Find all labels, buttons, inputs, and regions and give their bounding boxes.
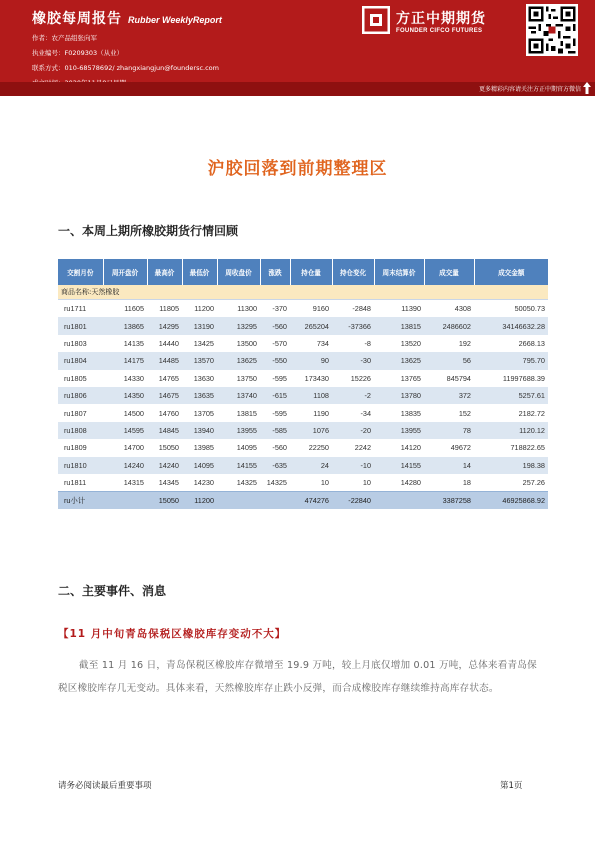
table-cell: 14155 [374,457,424,474]
col-header: 交割月份 [58,259,103,285]
arrow-up-icon [582,81,592,95]
page-number: 第1页 [500,781,523,791]
table-cell: 13955 [374,422,424,439]
col-header: 涨跌 [260,259,290,285]
table-row [58,335,548,352]
table-cell: 13940 [182,422,217,439]
table-cell: 13570 [182,352,217,369]
table-total-row [58,492,548,510]
table-row [58,370,548,387]
total-cell [260,492,290,510]
table-cell: -2 [332,387,374,404]
table-body [58,300,548,492]
table-cell: 795.70 [474,352,548,369]
table-cell: 14350 [103,387,147,404]
table-row [58,317,548,334]
table-cell: 14095 [217,439,260,456]
table-cell: 14155 [217,457,260,474]
table-cell: 14500 [103,404,147,421]
table-row [58,439,548,456]
table-cell: -37366 [332,317,374,334]
table-cell: 1190 [290,404,332,421]
table-cell: 14595 [103,422,147,439]
table-cell: 13815 [217,404,260,421]
total-cell [374,492,424,510]
table-cell: -585 [260,422,290,439]
table-cell: 18 [424,474,474,492]
table-cell: 78 [424,422,474,439]
table-cell: 24 [290,457,332,474]
table-cell: 14325 [217,474,260,492]
table-cell: 13190 [182,317,217,334]
table-cell: ru1803 [58,335,103,352]
table-cell: 2242 [332,439,374,456]
table-cell: 13955 [217,422,260,439]
table-cell: 13625 [217,352,260,369]
table-cell: 10 [290,474,332,492]
table-cell: 13865 [103,317,147,334]
table-cell: 11805 [147,300,182,318]
table-cell: 1108 [290,387,332,404]
table-cell: 5257.61 [474,387,548,404]
table-row [58,387,548,404]
table-cell: ru1805 [58,370,103,387]
table-cell: -550 [260,352,290,369]
table-cell: 50050.73 [474,300,548,318]
col-header: 成交金额 [474,259,548,285]
table-cell: 10 [332,474,374,492]
table-cell: 13635 [182,387,217,404]
qr-code-icon[interactable] [526,4,578,56]
table-cell: -34 [332,404,374,421]
table-cell: -370 [260,300,290,318]
table-cell: -20 [332,422,374,439]
company-logo[interactable] [362,6,512,40]
table-cell: 1076 [290,422,332,439]
table-cell: 14765 [147,370,182,387]
table-cell: 14485 [147,352,182,369]
table-cell: -30 [332,352,374,369]
table-cell: 1120.12 [474,422,548,439]
table-row [58,404,548,421]
section-heading-review: 一、本周上期所橡胶期货行情回顾 [58,224,239,238]
logo-text-cn: 方正中期期货 [396,11,486,27]
table-cell: ru1808 [58,422,103,439]
contact-line[interactable]: 联系方式：010-68578692/ zhangxiangjun@foundersc.com [32,64,219,72]
table-cell: ru1711 [58,300,103,318]
event-paragraph: 截至 11 月 16 日，青岛保税区橡胶库存微增至 19.9 万吨，较上月底仅增加 0.01 万吨，总体来看青岛保税区橡胶库存几无变动。具体来看，天然橡胶库存止跌小反弹，而合成橡胶库存继续维持高库存状态。 [58,660,537,694]
col-header: 周开盘价 [103,259,147,285]
table-cell: -635 [260,457,290,474]
table-cell: 2668.13 [474,335,548,352]
table-cell: -2848 [332,300,374,318]
table-cell: 14135 [103,335,147,352]
table-cell: 14230 [182,474,217,492]
table-cell: 192 [424,335,474,352]
table-cell: 13500 [217,335,260,352]
commodity-group-label: 商品名称:天然橡胶 [58,285,548,300]
table-cell: -595 [260,404,290,421]
col-header: 最低价 [182,259,217,285]
table-cell: 13740 [217,387,260,404]
col-header: 成交量 [424,259,474,285]
total-cell: ru小计 [58,492,103,510]
table-cell: ru1804 [58,352,103,369]
author-line: 作者：农产品组张向军 [32,34,97,42]
table-cell: 257.26 [474,474,548,492]
table-cell: 173430 [290,370,332,387]
table-cell: 14345 [147,474,182,492]
table-cell: 13780 [374,387,424,404]
table-cell: 14 [424,457,474,474]
table-row [58,457,548,474]
table-cell: 34146632.28 [474,317,548,334]
license-line: 执业编号：F0209303（从业） [32,49,124,57]
table-cell: 152 [424,404,474,421]
report-title-en: Rubber WeeklyReport [128,15,222,25]
table-header-row [58,259,548,285]
table-row [58,300,548,318]
table-cell: 13765 [374,370,424,387]
table-row [58,422,548,439]
table-cell: 11200 [182,300,217,318]
col-header: 周末结算价 [374,259,424,285]
table-cell: 2182.72 [474,404,548,421]
table-cell: 13520 [374,335,424,352]
table-cell: 14175 [103,352,147,369]
table-cell: 718822.65 [474,439,548,456]
table-cell: 14240 [103,457,147,474]
table-cell: 14280 [374,474,424,492]
table-cell: -595 [260,370,290,387]
table-cell: -10 [332,457,374,474]
total-cell: 474276 [290,492,332,510]
table-cell: 14440 [147,335,182,352]
table-cell: 734 [290,335,332,352]
commodity-group-row [58,285,548,300]
table-cell: 49672 [424,439,474,456]
table-cell: 56 [424,352,474,369]
table-cell: ru1801 [58,317,103,334]
table-cell: 14295 [147,317,182,334]
table-cell: 2486602 [424,317,474,334]
col-header: 持仓量 [290,259,332,285]
col-header: 最高价 [147,259,182,285]
wechat-notice[interactable]: 更多精彩内容请关注方正中期官方微信 [478,86,581,93]
table-cell: 14700 [103,439,147,456]
table-cell: -8 [332,335,374,352]
total-cell [103,492,147,510]
total-cell: 46925868.92 [474,492,548,510]
table-cell: -560 [260,439,290,456]
table-cell: 198.38 [474,457,548,474]
table-cell: 372 [424,387,474,404]
table-cell: ru1810 [58,457,103,474]
total-cell: 15050 [147,492,182,510]
table-row [58,352,548,369]
table-cell: 14760 [147,404,182,421]
table-cell: 13625 [374,352,424,369]
table-cell: 14120 [374,439,424,456]
table-cell: -615 [260,387,290,404]
event-title: 【11 月中旬青岛保税区橡胶库存变动不大】 [58,628,287,640]
table-cell: 265204 [290,317,332,334]
table-cell: -560 [260,317,290,334]
table-cell: 11300 [217,300,260,318]
table-cell: -570 [260,335,290,352]
document-title: 沪胶回落到前期整理区 [207,159,388,179]
table-cell: 11605 [103,300,147,318]
table-cell: 14315 [103,474,147,492]
col-header: 持仓变化 [332,259,374,285]
founder-logo-icon [362,6,390,34]
section-heading-events: 二、主要事件、消息 [58,584,167,598]
table-cell: ru1806 [58,387,103,404]
table-cell: ru1809 [58,439,103,456]
col-header: 周收盘价 [217,259,260,285]
report-title: 橡胶每周报告 Rubber WeeklyReport [32,11,222,27]
total-cell: 3387258 [424,492,474,510]
table-cell: 14325 [260,474,290,492]
table-cell: 14675 [147,387,182,404]
table-cell: ru1807 [58,404,103,421]
table-cell: 11997688.39 [474,370,548,387]
total-cell: -22840 [332,492,374,510]
table-cell: 15226 [332,370,374,387]
table-cell: ru1811 [58,474,103,492]
table-cell: 11390 [374,300,424,318]
table-cell: 14330 [103,370,147,387]
table-cell: 845794 [424,370,474,387]
table-row [58,474,548,492]
table-cell: 13985 [182,439,217,456]
table-cell: 13815 [374,317,424,334]
table-cell: 13835 [374,404,424,421]
table-cell: 13425 [182,335,217,352]
table-cell: 9160 [290,300,332,318]
table-cell: 14845 [147,422,182,439]
table-cell: 22250 [290,439,332,456]
futures-table [58,259,548,509]
table-cell: 4308 [424,300,474,318]
table-cell: 90 [290,352,332,369]
logo-text-en: FOUNDER CIFCO FUTURES [396,28,483,34]
table-cell: 14095 [182,457,217,474]
total-cell: 11200 [182,492,217,510]
table-cell: 13630 [182,370,217,387]
total-cell [217,492,260,510]
table-cell: 13295 [217,317,260,334]
table-cell: 13705 [182,404,217,421]
table-cell: 13750 [217,370,260,387]
footer-notice: 请务必阅读最后重要事项 [58,781,152,791]
table-cell: 15050 [147,439,182,456]
table-cell: 14240 [147,457,182,474]
